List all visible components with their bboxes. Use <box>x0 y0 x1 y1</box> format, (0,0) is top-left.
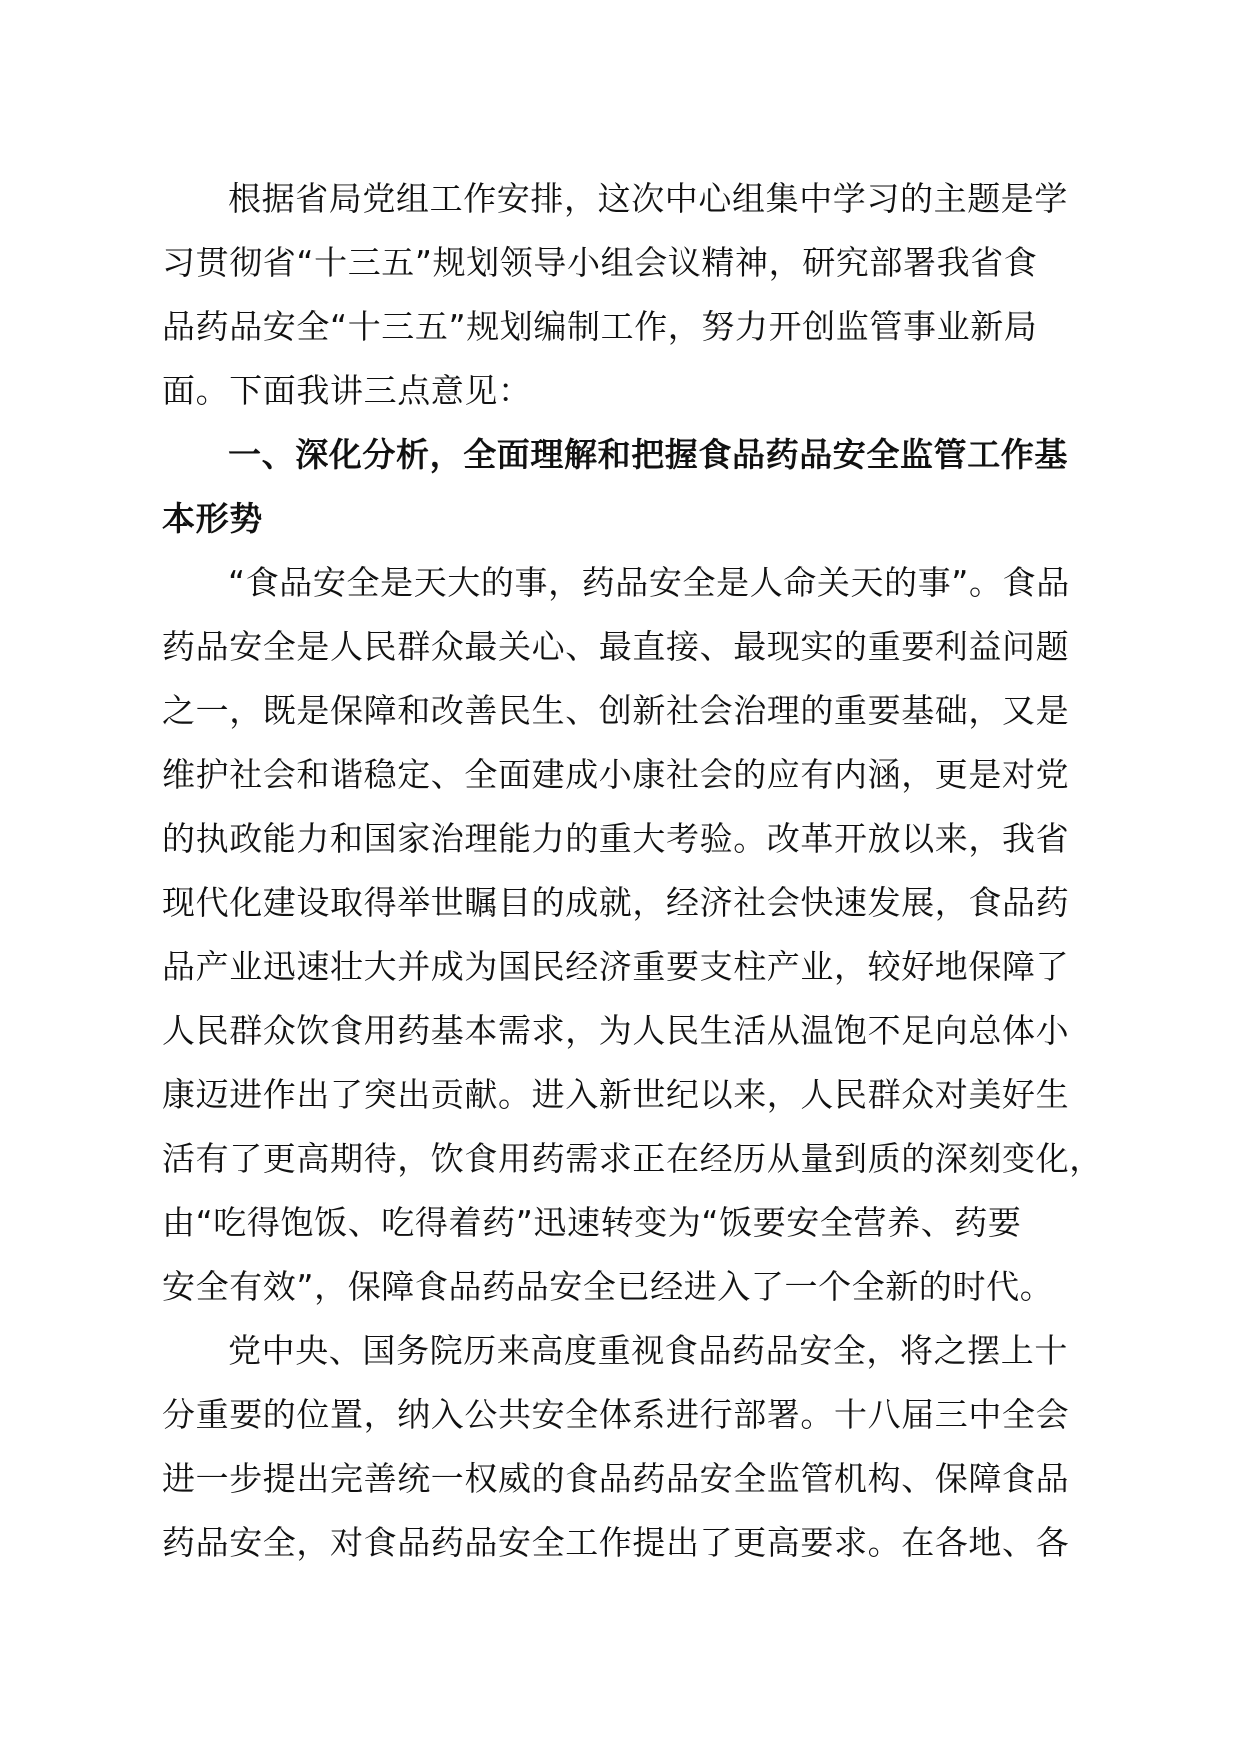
paragraph-1-line-2: 习贯彻省“十三五”规划领导小组会议精神，研究部署我省食 <box>162 243 1038 282</box>
paragraph-3-line-3: 进一步提出完善统一权威的食品药品安全监管机构、保障食品 <box>162 1459 1070 1498</box>
paragraph-2-line-2: 药品安全是人民群众最关心、最直接、最现实的重要利益问题 <box>162 627 1070 666</box>
paragraph-2-line-9: 康迈进作出了突出贡献。进入新世纪以来，人民群众对美好生 <box>162 1075 1070 1114</box>
paragraph-2-line-10: 活有了更高期待，饮食用药需求正在经历从量到质的深刻变化， <box>162 1139 1103 1178</box>
paragraph-3-line-1: 党中央、国务院历来高度重视食品药品安全，将之摆上十 <box>228 1331 1068 1370</box>
paragraph-2-line-7: 品产业迅速壮大并成为国民经济重要支柱产业，较好地保障了 <box>162 947 1070 986</box>
paragraph-2-line-8: 人民群众饮食用药基本需求，为人民生活从温饱不足向总体小 <box>162 1011 1070 1050</box>
paragraph-2-line-12: 安全有效”，保障食品药品安全已经进入了一个全新的时代。 <box>162 1267 1054 1306</box>
paragraph-2-line-11: 由“吃得饱饭、吃得着药”迅速转变为“饭要安全营养、药要 <box>162 1203 1022 1242</box>
paragraph-2-line-3: 之一，既是保障和改善民生、创新社会治理的重要基础，又是 <box>162 691 1070 730</box>
section-heading-line-2: 本形势 <box>162 499 263 538</box>
paragraph-2-line-4: 维护社会和谐稳定、全面建成小康社会的应有内涵，更是对党 <box>162 755 1070 794</box>
paragraph-1-line-1: 根据省局党组工作安排，这次中心组集中学习的主题是学 <box>228 179 1068 218</box>
paragraph-2-line-1: “食品安全是天大的事，药品安全是人命关天的事”。食品 <box>228 563 1070 602</box>
paragraph-3-line-2: 分重要的位置，纳入公共安全体系进行部署。十八届三中全会 <box>162 1395 1070 1434</box>
paragraph-1-line-4: 面。下面我讲三点意见： <box>162 371 532 410</box>
paragraph-3-line-4: 药品安全，对食品药品安全工作提出了更高要求。在各地、各 <box>162 1523 1070 1562</box>
section-heading-line-1: 一、深化分析，全面理解和把握食品药品安全监管工作基 <box>228 435 1068 474</box>
paragraph-2-line-5: 的执政能力和国家治理能力的重大考验。改革开放以来，我省 <box>162 819 1070 858</box>
paragraph-1-line-3: 品药品安全“十三五”规划编制工作，努力开创监管事业新局 <box>162 307 1038 346</box>
paragraph-2-line-6: 现代化建设取得举世瞩目的成就，经济社会快速发展，食品药 <box>162 883 1070 922</box>
